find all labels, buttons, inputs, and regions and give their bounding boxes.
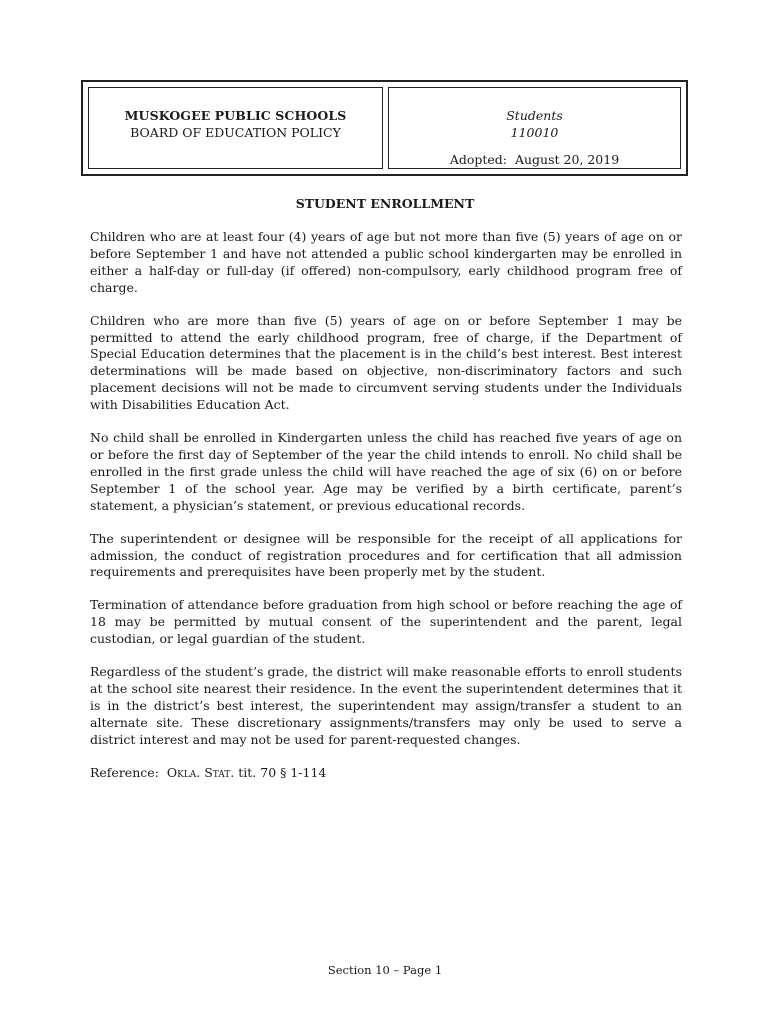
paragraph-kindergarten-age: No child shall be enrolled in Kindergarten unless the child has reached five years of age on or before the first day of September of the year the child intends to enroll. No child shall be enrolled in the first grade unless the child will have reached the age of six (6) on or before September 1 of the school year. Age may be verified by a birth certificate, parent’s statement, a physician’s statement, or previous educational records. [90, 430, 682, 513]
document-title: STUDENT ENROLLMENT [295, 196, 475, 211]
paragraph-site-assignment: Regardless of the student’s grade, the district will make reasonable efforts to enroll students at the school site nearest their residence. In the event the superintendent determines that it is in the district’s best interest, the superintendent may assign/transfer a student to an alternate site. These discretionary assignments/transfers may only be used to serve a district interest and may not be used for parent-requested changes. [90, 664, 682, 747]
reference-prefix: Reference: [90, 764, 167, 780]
district-name: MUSKOGEE PUBLIC SCHOOLS [124, 108, 347, 123]
policy-header [81, 80, 688, 176]
policy-body [90, 229, 682, 781]
policy-code: 110010 [510, 125, 559, 140]
paragraph-superintendent-responsibility: The superintendent or designee will be responsible for the receipt of all applications for admission, the conduct of registration procedures and for certification that all admission requirements and prerequisites have been properly met by the student. [90, 530, 682, 580]
reference-statute: Okla. Stat. [166, 764, 235, 780]
paragraph-termination: Termination of attendance before graduation from high school or before reaching the age of 18 may be permitted by mutual consent of the superintendent and the parent, legal custodian, or legal guardian of the student. [90, 597, 682, 647]
page-footer: Section 10 – Page 1 [327, 963, 443, 977]
paragraph-special-education: Children who are more than five (5) years of age on or before September 1 may be permitted to attend the early childhood program, free of charge, if the Department of Special Education determines that the placement is in the child’s best interest. Best interest determinations will be made based on objective, non-discriminatory factors and such placement decisions will not be made to circumvent serving students under the Individuals with Disabilities Education Act. [90, 312, 682, 413]
paragraph-early-childhood: Children who are at least four (4) years of age but not more than five (5) years of age on or before September 1 and have not attended a public school kindergarten may be enrolled in either a half-day or full-day (if offered) non-compulsory, early childhood program free of charge. [90, 229, 682, 295]
header-left-cell [88, 87, 383, 169]
policy-label: BOARD OF EDUCATION POLICY [130, 125, 341, 140]
adopted-date: Adopted: August 20, 2019 [449, 152, 620, 167]
reference-citation: tit. 70 § 1-114 [234, 764, 327, 780]
header-right-cell [388, 87, 681, 169]
policy-category: Students [506, 108, 563, 123]
statute-reference [90, 765, 682, 782]
